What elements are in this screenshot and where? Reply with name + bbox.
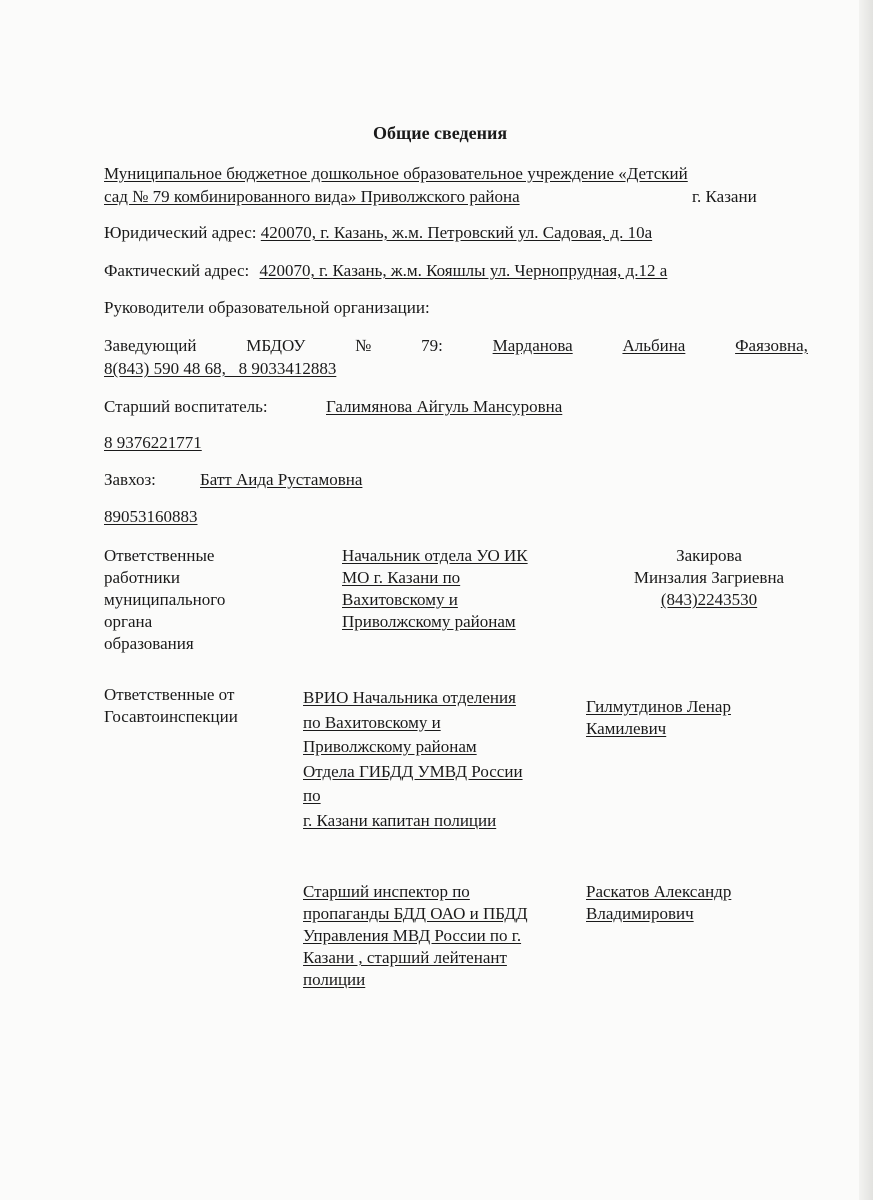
head-phones: 8(843) 590 48 68, 8 9033412883: [104, 359, 337, 378]
head-word-4: 79:: [421, 336, 443, 355]
actual-address-value: 420070, г. Казань, ж.м. Кояшлы ул. Чернопрудная, д.12 а: [259, 261, 668, 280]
gai-position-2-line: Старший инспектор по: [303, 882, 470, 901]
gai-label: [104, 684, 238, 728]
supply-label: Завхоз:: [104, 470, 156, 489]
municipal-position-line: Начальник отдела УО ИК: [342, 546, 528, 565]
gai-position-2-line: Казани , старший лейтенант: [303, 948, 507, 967]
gai-position-2: [303, 881, 528, 991]
municipal-label-line: работники: [104, 568, 180, 587]
municipal-person-phone: (843)2243530: [660, 590, 758, 609]
municipal-person-line: Закирова: [676, 546, 742, 565]
municipal-label: [104, 545, 225, 655]
legal-address-value: 420070, г. Казань, ж.м. Петровский ул. Садовая, д. 10а: [260, 223, 653, 242]
municipal-person: [614, 545, 804, 611]
gai-label-line: Госавтоинспекции: [104, 707, 238, 726]
municipal-label-line: муниципального: [104, 590, 226, 609]
actual-address: [104, 260, 667, 282]
org-name-line2: [104, 186, 772, 208]
page-title: Общие сведения: [373, 123, 508, 143]
municipal-label-line: Ответственные: [104, 546, 215, 565]
supply-line: [104, 469, 363, 491]
gai-position-1-line: г. Казани капитан полиции: [303, 810, 497, 830]
legal-address-label: Юридический адрес:: [104, 223, 257, 242]
gai-position-1-line: ВРИО Начальника отделения: [303, 688, 516, 707]
gai-person-2-line: Раскатов Александр: [586, 882, 732, 901]
head-name-1: Марданова: [492, 336, 573, 355]
senior-phone: 8 9376221771: [104, 433, 202, 452]
gai-person-2-line: Владимирович: [586, 904, 694, 923]
gai-position-2-line: пропаганды БДД ОАО и ПБДД: [303, 904, 528, 923]
gai-label-line: Ответственные от: [104, 685, 235, 704]
municipal-person-line: Минзалия Загриевна: [633, 568, 785, 587]
municipal-position: [342, 545, 528, 633]
head-word-1: Заведующий: [104, 336, 197, 355]
head-name-3: Фаязовна,: [735, 336, 808, 355]
gai-position-1-line: Приволжскому районам: [303, 737, 477, 756]
org-name-line1: Муниципальное бюджетное дошкольное образовательное учреждение «Детский: [104, 164, 688, 183]
municipal-label-line: органа: [104, 612, 153, 631]
org-name-text: сад № 79 комбинированного вида» Приволжского района: [104, 187, 520, 206]
gai-position-1: [303, 686, 523, 833]
municipal-label-line: образования: [104, 634, 194, 653]
leaders-heading: Руководители образовательной организации:: [104, 298, 430, 317]
gai-position-1-line: по: [303, 786, 321, 805]
gai-person-1: [586, 696, 731, 740]
actual-address-label: Фактический адрес:: [104, 261, 250, 280]
supply-value: Батт Аида Рустамовна: [200, 470, 363, 489]
head-word-3: №: [355, 336, 372, 355]
gai-position-1-line: по Вахитовскому и: [303, 712, 441, 732]
gai-person-2: [586, 881, 731, 925]
gai-position-1-line: Отдела ГИБДД УМВД России: [303, 761, 523, 781]
head-line: [104, 335, 808, 357]
gai-person-1-line: Гилмутдинов Ленар: [586, 697, 731, 716]
gai-position-2-line: Управления МВД России по г.: [303, 926, 522, 945]
municipal-position-line: Приволжскому районам: [342, 612, 516, 631]
gai-person-1-line: Камилевич: [586, 719, 667, 738]
municipal-position-line: Вахитовскому и: [342, 590, 458, 609]
gai-position-2-line: полиции: [303, 970, 366, 989]
page-edge: [859, 0, 873, 1200]
municipal-position-line: МО г. Казани по: [342, 568, 461, 587]
senior-line: [104, 396, 563, 418]
senior-label: Старший воспитатель:: [104, 397, 268, 416]
head-word-2: МБДОУ: [246, 336, 306, 355]
org-city: г. Казани: [692, 187, 757, 206]
head-name-2: Альбина: [622, 336, 686, 355]
legal-address: [104, 222, 652, 244]
senior-value: Галимянова Айгуль Мансуровна: [326, 397, 563, 416]
supply-phone: 89053160883: [104, 507, 198, 526]
